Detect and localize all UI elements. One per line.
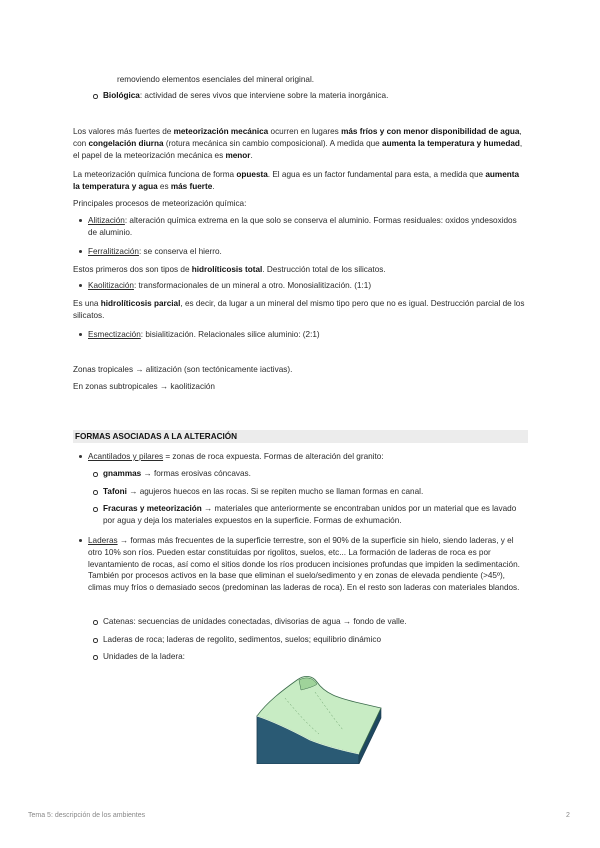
sub-item-gnammas: gnammas → formas erosivas cóncavas. bbox=[103, 469, 251, 478]
list-item-kaolitizacion: Kaolitización: transformacionales de un mineral a otro. Monosialitización. (1:1) bbox=[88, 281, 372, 290]
bullet bbox=[79, 284, 82, 287]
sub-item-unidades: Unidades de la ladera: bbox=[103, 652, 185, 661]
estos-line: Estos primeros dos son tipos de hidrolíticosis total. Destrucción total de los silicatos. bbox=[73, 265, 386, 274]
bullet-hollow bbox=[93, 655, 98, 660]
page-number: 2 bbox=[566, 812, 570, 819]
list-item-biologica: Biológica: actividad de seres vivos que interviene sobre la materia inorgánica. bbox=[103, 91, 389, 100]
bullet-hollow bbox=[93, 472, 98, 477]
footer-title: Tema 5: descripción de los ambientes bbox=[28, 812, 146, 819]
bullet-hollow bbox=[93, 638, 98, 643]
bullet bbox=[79, 250, 82, 253]
zonas-tropicales: Zonas tropicales → alitización (son tectónicamente iactivas). bbox=[73, 365, 293, 374]
bullet-hollow bbox=[93, 507, 98, 512]
paragraph-mecanica: Los valores más fuertes de meteorización mecánica ocurren en lugares más fríos y con menor disponibilidad de agua, con congelación diurna (rotura mecánica sin cambio composicional). A medida que aumenta la temperatura y humedad, el papel de la meteorización mecánica es menor. bbox=[73, 127, 523, 160]
bullet bbox=[79, 333, 82, 336]
bullet-hollow bbox=[93, 620, 98, 625]
bullet bbox=[79, 219, 82, 222]
hillslope-illustration bbox=[255, 672, 385, 764]
sub-item-laderas-roca: Laderas de roca; laderas de regolito, sedimentos, suelos; equilibrio dinámico bbox=[103, 635, 382, 644]
bullet-hollow bbox=[93, 490, 98, 495]
list-item-alitizacion: Alitización: alteración química extrema en la que solo se conserva el aluminio. Formas residuales: oxidos yndesoxidos de aluminio. bbox=[88, 216, 517, 237]
list-item-esmectizacion: Esmectización: bisialitización. Relacionales silice aluminio: (2:1) bbox=[88, 330, 320, 339]
paragraph-quimica: La meteorización química funciona de forma opuesta. El agua es un factor fundamental para esta, a medida que aumenta la temperatura y agua es más fuerte. bbox=[73, 170, 520, 191]
bullet-hollow bbox=[93, 94, 98, 99]
sub-item-catenas: Catenas: secuencias de unidades conectadas, divisorias de agua → fondo de valle. bbox=[103, 617, 407, 626]
section-heading: FORMAS ASOCIADAS A LA ALTERACIÓN bbox=[75, 432, 238, 441]
list-item-ferralitizacion: Ferralitización: se conserva el hierro. bbox=[88, 247, 222, 256]
zonas-subtropicales: En zonas subtropicales → kaolitización bbox=[73, 382, 215, 391]
principales-line: Principales procesos de meteorización química: bbox=[73, 199, 247, 208]
sub-item-tafoni: Tafoni → agujeros huecos en las rocas. Si se repiten mucho se llaman formas en canal. bbox=[103, 487, 424, 496]
parcial-paragraph: Es una hidrolíticosis parcial, es decir, da lugar a un mineral del mismo tipo pero que no es igual. Destrucción parcial de los silicatos. bbox=[73, 299, 525, 320]
list-item-laderas: Laderas → formas más frecuentes de la superficie terrestre, son el 90% de la superficie sin hielo, siendo laderas, y el otro 10% son ríos. Pueden estar constituidas por rigolitos, suelos, etc... La formación de laderas de roca es por levantamiento de rocas, así como el sitios donde los ríos producen incisiones profundas que impiden la sedimentación. También por procesos activos en la base que eliminan el suelo/sedimento y en zonas de elevada pendiente (>45º), climas muy fríos o demasiado secos (predominan las laderas de roca). En el resto son laderas con materiales blandos. bbox=[88, 536, 520, 593]
list-item-acantilados: Acantilados y pilares = zonas de roca expuesta. Formas de alteración del granito: bbox=[88, 452, 384, 461]
bullet bbox=[79, 455, 82, 458]
continuation-line: removiendo elementos esenciales del mineral original. bbox=[117, 75, 315, 84]
sub-item-fracturas: Fracuras y meteorización → materiales que anteriormente se encontraban unidos por un material que es lavado por agua y deja los materiales expuestos en la superficie. Formas de exhumación. bbox=[103, 504, 517, 525]
bullet bbox=[79, 539, 82, 542]
